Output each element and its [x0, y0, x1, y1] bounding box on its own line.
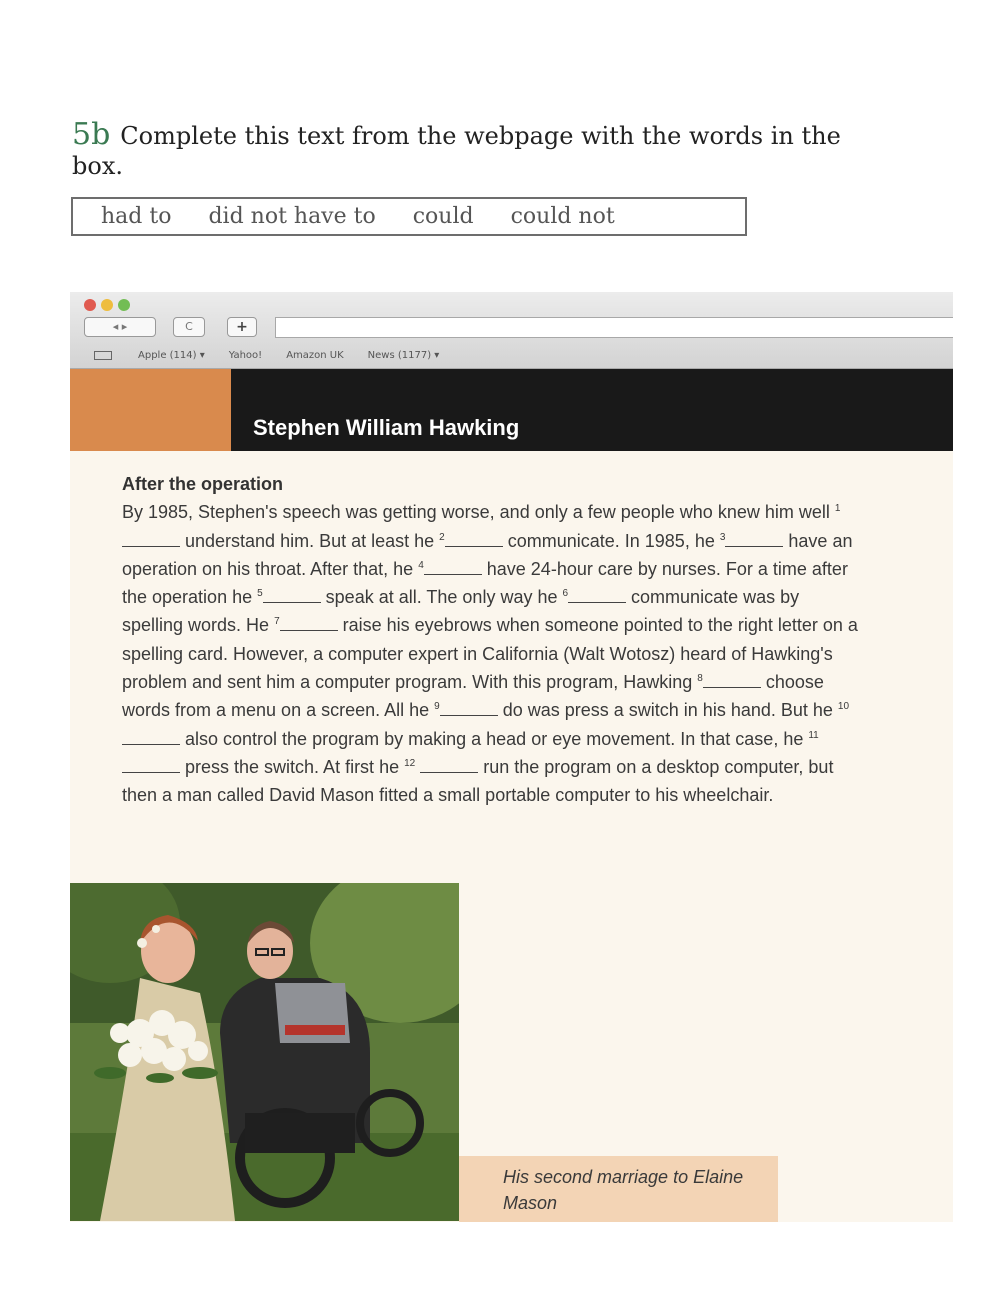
- close-window-icon[interactable]: [84, 299, 96, 311]
- gap-blank[interactable]: [280, 616, 338, 631]
- gap-number: 6: [562, 588, 569, 600]
- exercise-number: 5b: [72, 117, 111, 152]
- caption-box: [459, 1156, 778, 1222]
- text-segment: communicate. In 1985, he: [502, 530, 720, 551]
- banner-accent: [70, 369, 231, 451]
- bookmark-amazon[interactable]: Amazon UK: [286, 350, 344, 361]
- text-segment: By 1985, Stephen's speech was getting worse, and only a few people who knew him well: [122, 502, 835, 523]
- gap-blank[interactable]: [725, 532, 783, 547]
- article-subheading: After the operation: [122, 474, 284, 494]
- text-segment: speak at all. The only way he: [320, 587, 563, 608]
- bookmarks-bar: [94, 350, 463, 361]
- word-box: [71, 197, 747, 236]
- gap-number: 7: [274, 616, 280, 628]
- gap-blank[interactable]: [703, 673, 761, 688]
- bookmark-news[interactable]: News (1177) ▾: [367, 350, 440, 361]
- text-segment: communicate was by spelling words. He: [122, 587, 800, 636]
- text-segment: press the switch. At first he: [180, 756, 405, 777]
- exercise-instruction: Complete this text from the webpage with the words in the box.: [72, 122, 841, 180]
- gap-blank[interactable]: [440, 701, 498, 716]
- zoom-window-icon[interactable]: [118, 299, 130, 311]
- gap-number: 4: [418, 559, 424, 571]
- bookmarks-book-icon[interactable]: [94, 351, 112, 360]
- gap-number: 2: [439, 531, 445, 543]
- back-forward-button[interactable]: ◂ ▸: [84, 317, 156, 337]
- text-segment: have an operation on his throat. After that, he: [122, 530, 853, 579]
- text-segment: understand him. But at least he: [180, 530, 440, 551]
- new-tab-button[interactable]: +: [227, 317, 257, 337]
- gap-number: 9: [434, 701, 440, 713]
- gap-blank[interactable]: [122, 532, 180, 547]
- word-option: could not: [510, 204, 615, 229]
- article-paragraph: [122, 498, 862, 809]
- gap-number: 10: [837, 701, 850, 713]
- gap-blank[interactable]: [420, 758, 478, 773]
- gap-number: 11: [808, 729, 819, 741]
- page-banner: [231, 369, 953, 451]
- gap-blank[interactable]: [122, 758, 180, 773]
- text-segment: run the program on a desktop computer, but then a man called David Mason fitted a small portable computer to his wheelchair.: [122, 756, 834, 806]
- text-segment: raise his eyebrows when someone pointed to the right letter on a spelling card. However, a computer expert in California (Walt Wotosz) heard of Hawking's problem and sent him a computer program. With this program, Hawking: [122, 615, 858, 693]
- gap-blank[interactable]: [263, 588, 321, 603]
- word-option: had to: [101, 204, 172, 229]
- photo-caption: His second marriage to Elaine Mason: [503, 1167, 744, 1213]
- gap-blank[interactable]: [122, 730, 180, 745]
- bookmark-yahoo[interactable]: Yahoo!: [228, 350, 263, 361]
- text-segment: also control the program by making a head or eye movement. In that case, he: [180, 728, 809, 749]
- reload-button[interactable]: C: [173, 317, 205, 337]
- gap-number: 12: [404, 757, 416, 769]
- text-segment: do was press a switch in his hand. But he: [497, 700, 838, 721]
- address-bar[interactable]: [275, 317, 953, 338]
- article-body: [122, 470, 862, 810]
- gap-number: 5: [257, 588, 263, 600]
- text-segment: have 24-hour care by nurses. For a time after the operation he: [122, 558, 848, 608]
- wedding-photo: [70, 883, 459, 1221]
- gap-number: 8: [697, 673, 703, 685]
- browser-toolbar: [70, 292, 953, 369]
- browser-window: [70, 292, 953, 1222]
- minimize-window-icon[interactable]: [101, 299, 113, 311]
- word-option: could: [412, 204, 474, 229]
- gap-blank[interactable]: [445, 532, 503, 547]
- gap-number: 1: [834, 503, 841, 515]
- gap-blank[interactable]: [568, 588, 626, 603]
- word-option: did not have to: [208, 204, 376, 229]
- bookmark-apple[interactable]: Apple (114) ▾: [138, 350, 205, 361]
- exercise-heading: [72, 117, 852, 181]
- text-segment: choose words from a menu on a screen. All he: [122, 672, 824, 721]
- gap-number: 3: [719, 531, 726, 543]
- page-title: Stephen William Hawking: [253, 415, 520, 440]
- gap-blank[interactable]: [424, 560, 482, 575]
